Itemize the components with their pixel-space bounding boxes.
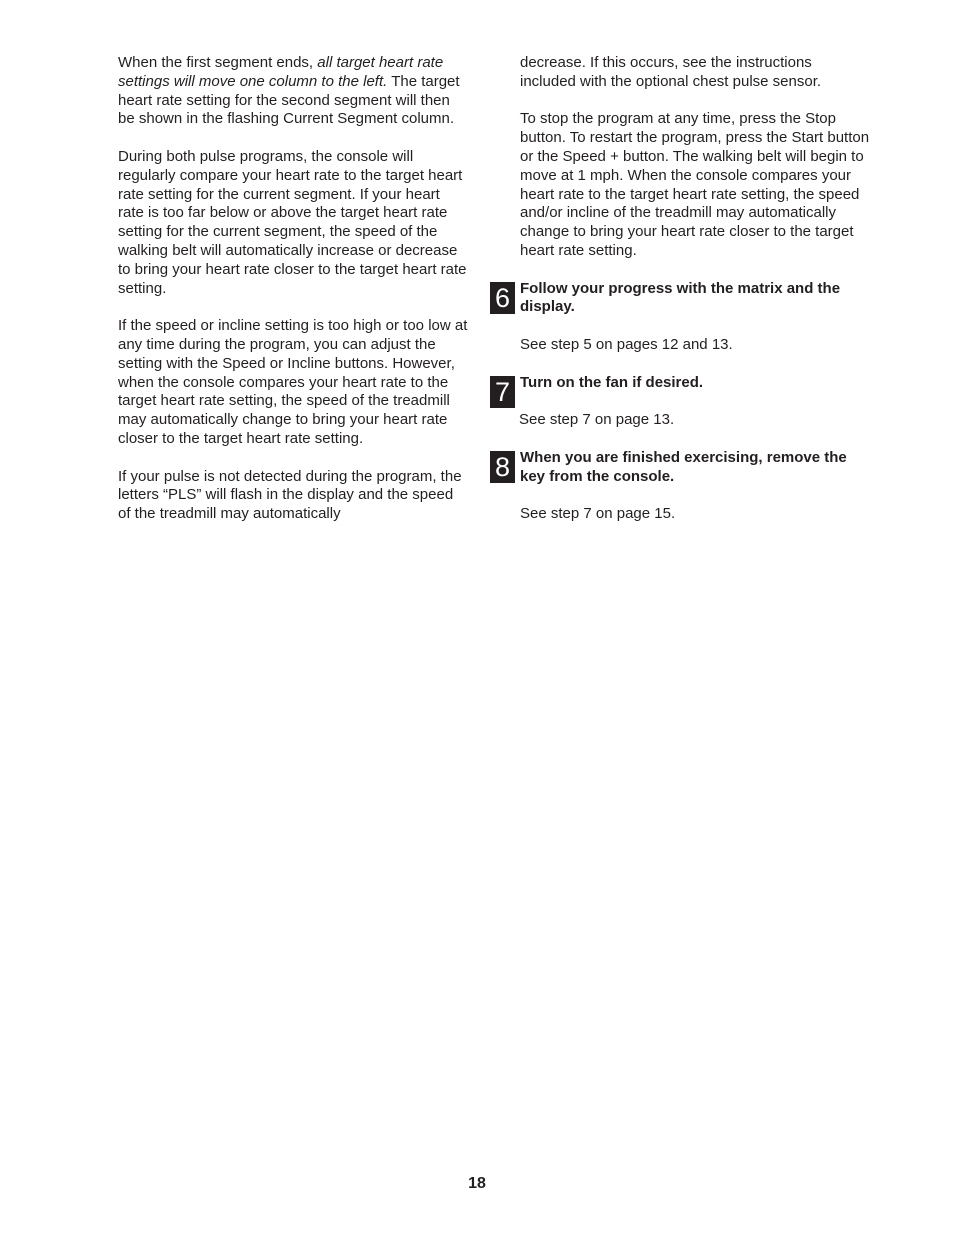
left-column <box>118 54 468 543</box>
step-title: Turn on the fan if desired. <box>520 373 704 391</box>
paragraph-chest-sensor: decrease. If this occurs, see the instructions included with the optional chest pulse sensor. <box>520 54 822 90</box>
page-number: 18 <box>468 1175 486 1192</box>
paragraph-stop-program: To stop the program at any time, press the Stop button. To restart the program, press the Start button or the Speed + button. The walking belt will begin to move at 1 mph. When the console compares your heart rate to the target heart rate setting, the speed and/or incline of the treadmill may automatically change to bring your heart rate closer to the target heart rate setting. <box>520 110 870 259</box>
emphasized-text: all target heart rate settings will move one column to the left. <box>118 54 444 90</box>
step-body: See step 7 on page 15. <box>520 505 676 523</box>
step-7 <box>490 374 870 430</box>
right-column <box>490 54 870 543</box>
paragraph-segment-ends <box>118 54 468 129</box>
step-number-badge: 8 <box>490 451 515 483</box>
paragraph-pulse-programs: During both pulse programs, the console will regularly compare your heart rate to the target heart rate setting for the current segment. If your heart rate is too far below or above the target heart rate setting for the current segment, the speed of the walking belt will automatically increase or decrease to bring your heart rate closer to the target heart rate setting. <box>118 147 467 297</box>
paragraph-speed-incline: If the speed or incline setting is too high or too low at any time during the program, you can adjust the setting with the Speed or Incline buttons. However, when the console compares your heart rate to the target heart rate setting, the speed of the treadmill may automatically change to bring your heart rate closer to the target heart rate setting. <box>118 317 468 447</box>
paragraph-text: The target heart rate setting for the second segment will then be shown in the flashing Current Segment column. <box>118 72 460 128</box>
step-number-badge: 7 <box>490 376 515 408</box>
paragraph-pulse-not-detected: If your pulse is not detected during the program, the letters “PLS” will flash in the display and the speed of the treadmill may automatically <box>118 467 462 523</box>
step-6 <box>490 280 870 355</box>
paragraph-text: When the first segment ends, <box>118 54 318 71</box>
step-body: See step 5 on pages 12 and 13. <box>520 335 733 353</box>
step-8 <box>490 449 870 524</box>
step-title: When you are finished exercising, remove the key from the console. <box>520 448 847 485</box>
step-title: Follow your progress with the matrix and the display. <box>520 279 841 316</box>
step-number-badge: 6 <box>490 282 515 314</box>
step-body: See step 7 on page 13. <box>519 411 675 429</box>
